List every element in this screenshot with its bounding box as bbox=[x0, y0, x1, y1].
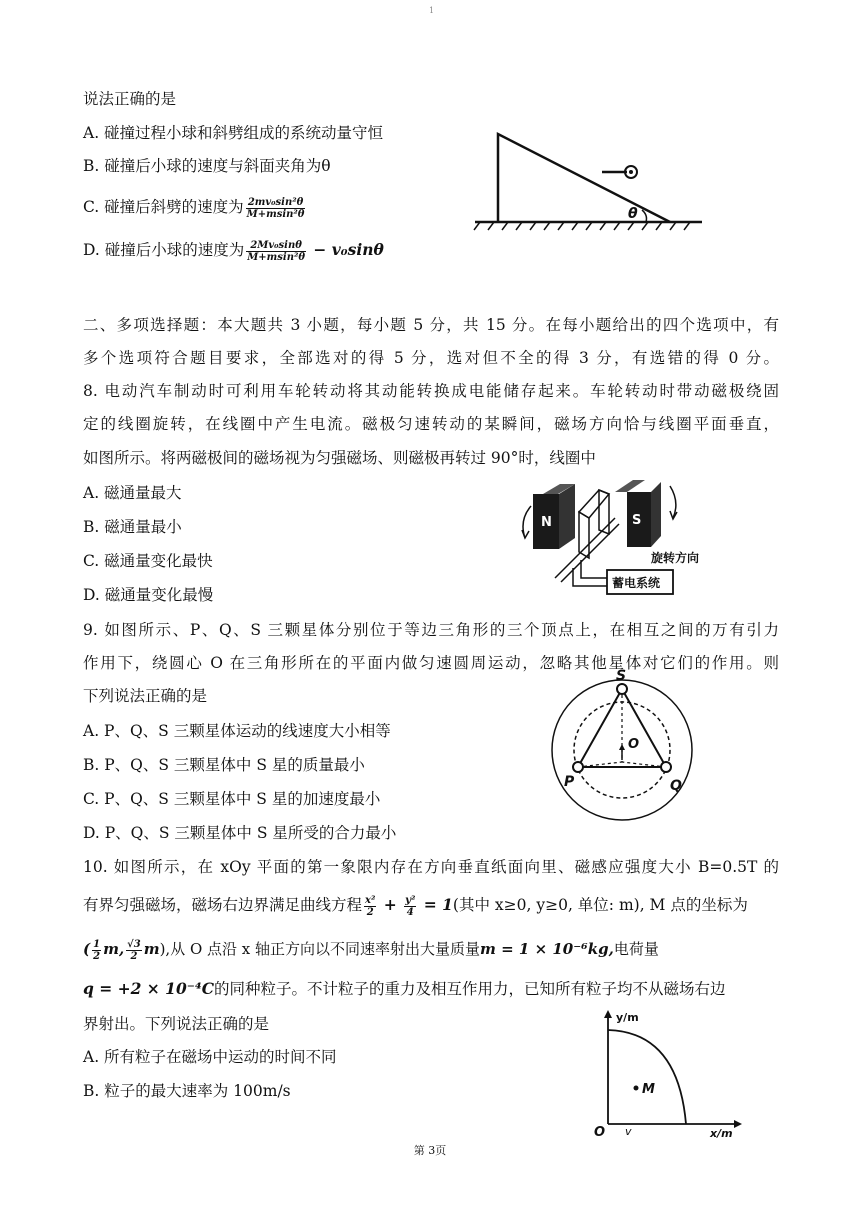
page-footer: 第 3页 bbox=[413, 1144, 447, 1157]
q7-option-b: B. 碰撞后小球的速度与斜面夹角为θ bbox=[83, 157, 331, 175]
q10-line5: 界射出。下列说法正确的是 bbox=[83, 1015, 270, 1033]
q10-line3-paren: ( bbox=[83, 940, 91, 958]
coord2-den: 2 bbox=[130, 950, 138, 962]
eq-rest: = 1 bbox=[418, 895, 453, 914]
star-s bbox=[617, 684, 627, 694]
q-label: Q bbox=[670, 778, 682, 794]
wire bbox=[573, 568, 607, 586]
q10-option-b: B. 粒子的最大速率为 100m/s bbox=[83, 1082, 291, 1100]
point-m bbox=[634, 1086, 639, 1091]
q8-option-b: B. 磁通量最小 bbox=[83, 518, 182, 536]
coord1-unit: m, bbox=[103, 940, 125, 958]
q10-line4 bbox=[83, 978, 726, 1000]
x-axis-label: x/m bbox=[710, 1127, 733, 1140]
wedge bbox=[498, 134, 670, 222]
eq-y-frac bbox=[404, 895, 416, 918]
n-label: N bbox=[541, 515, 552, 530]
p-label: P bbox=[564, 774, 575, 790]
section2-line2: 多个选项符合题目要求，全部选对的得 5 分，选对但不全的得 3 分，有选错的得 0 分。 bbox=[83, 349, 779, 367]
q8-generator-figure bbox=[515, 478, 740, 604]
coord1-den: 2 bbox=[93, 950, 101, 962]
q10-line4-rest: 的同种粒子。不计粒子的重力及相互作用力，已知所有粒子均不从磁场右边 bbox=[214, 980, 726, 998]
q10-field-figure bbox=[590, 1006, 750, 1140]
coord2-unit: m bbox=[143, 940, 160, 958]
q10-line3-c: 电荷量 bbox=[613, 940, 659, 958]
q7-option-c-fraction bbox=[246, 197, 306, 220]
rotation-label: 旋转方向 bbox=[651, 551, 700, 565]
q10-line2-b: (其中 x≥0, y≥0, 单位: m), M 点的坐标为 bbox=[452, 896, 748, 914]
star-q bbox=[661, 762, 671, 772]
y-axis-label: y/m bbox=[616, 1011, 639, 1024]
coord1-frac bbox=[92, 939, 101, 962]
q7-wedge-figure bbox=[470, 120, 710, 245]
s-label: S bbox=[616, 668, 627, 684]
q10-line3-b: ),从 O 点沿 x 轴正方向以不同速率射出大量质量 bbox=[159, 940, 481, 958]
q8-option-c: C. 磁通量变化最快 bbox=[83, 552, 213, 570]
q10-line1: 10. 如图所示，在 xOy 平面的第一象限内存在方向垂直纸面向里、磁感应强度大小 B=0.5T 的 bbox=[83, 858, 779, 876]
coil bbox=[579, 490, 609, 518]
q7-c-denominator: M+msin²θ bbox=[246, 208, 305, 220]
storage-label: 蓄电系统 bbox=[612, 576, 661, 590]
q8-option-d: D. 磁通量变化最慢 bbox=[83, 586, 214, 604]
s-label: S bbox=[632, 513, 642, 528]
eq-x-den: 2 bbox=[366, 906, 374, 918]
s-magnet-top bbox=[615, 480, 645, 492]
page-mark: 1 bbox=[429, 6, 435, 15]
q8-line3: 如图所示。将两磁极间的磁场视为匀强磁场、则磁极再转过 90°时，线圈中 bbox=[83, 449, 596, 467]
q7-stem-tail: 说法正确的是 bbox=[83, 90, 177, 108]
q10-line2-a: 有界匀强磁场，磁场右边界满足曲线方程 bbox=[83, 896, 363, 914]
eq-x-num: x² bbox=[365, 894, 376, 906]
eq-y-num: y² bbox=[405, 894, 416, 906]
theta-label: θ bbox=[628, 206, 638, 222]
q7-option-d-fraction bbox=[246, 240, 306, 263]
angle-arc bbox=[642, 210, 647, 222]
m-label: M bbox=[642, 1082, 655, 1097]
q7-option-d-prefix: D. 碰撞后小球的速度为 bbox=[83, 241, 245, 259]
section2-line1: 二、多项选择题：本大题共 3 小题，每小题 5 分，共 15 分。在每小题给出的四个选项中，有 bbox=[83, 316, 779, 334]
q7-d-numerator: 2Mv₀sinθ bbox=[246, 240, 306, 252]
coord2-num: √3 bbox=[127, 938, 141, 950]
velocity-label: v bbox=[625, 1125, 632, 1138]
q7-c-numerator: 2mv₀sin²θ bbox=[246, 197, 306, 209]
q10-line3 bbox=[83, 938, 659, 962]
q9-line3: 下列说法正确的是 bbox=[83, 687, 208, 705]
q9-option-a: A. P、Q、S 三颗星体运动的线速度大小相等 bbox=[83, 722, 391, 740]
q8-option-a: A. 磁通量最大 bbox=[83, 484, 182, 502]
q10-charge: q = +2 × 10⁻⁴C bbox=[83, 979, 215, 998]
q9-line2: 作用下，绕圆心 O 在三角形所在的平面内做匀速圆周运动，忽略其他星体对它们的作用。则 bbox=[83, 654, 779, 672]
q8-line1: 8. 电动汽车制动时可利用车轮转动将其动能转换成电能储存起来。车轮转动时带动磁极绕固 bbox=[83, 382, 779, 400]
q9-option-c: C. P、Q、S 三颗星体中 S 星的加速度最小 bbox=[83, 790, 381, 808]
origin-label: O bbox=[594, 1125, 606, 1140]
q7-option-a: A. 碰撞过程小球和斜劈组成的系统动量守恒 bbox=[83, 124, 384, 142]
eq-x-frac bbox=[364, 895, 376, 918]
q9-line1: 9. 如图所示、P、Q、S 三颗星体分别位于等边三角形的三个顶点上，在相互之间的万有引力 bbox=[83, 621, 779, 639]
q9-option-b: B. P、Q、S 三颗星体中 S 星的质量最小 bbox=[83, 756, 365, 774]
star-p bbox=[573, 762, 583, 772]
coord2-frac bbox=[126, 939, 142, 962]
q9-option-d: D. P、Q、S 三颗星体中 S 星所受的合力最小 bbox=[83, 824, 397, 842]
q10-option-a: A. 所有粒子在磁场中运动的时间不同 bbox=[83, 1048, 337, 1066]
q10-mass: m = 1 × 10⁻⁶kg, bbox=[480, 940, 614, 958]
q10-line2: 有界匀强磁场，磁场右边界满足曲线方程 $\frac{\text{x²}}{2}$ + $\frac{\text{y²}}{4}$ = 1(其中 x≥0, y≥0, 单位: m), M 点的坐标为 bbox=[83, 894, 748, 918]
field-boundary bbox=[608, 1030, 686, 1124]
coord1-num: 1 bbox=[93, 938, 101, 950]
o-label: O bbox=[628, 737, 640, 752]
q7-d-denominator: M+msin²θ bbox=[247, 251, 306, 263]
eq-y-den: 4 bbox=[406, 906, 414, 918]
q7-option-c bbox=[83, 196, 307, 220]
q7-option-d bbox=[83, 239, 384, 263]
q7-d-suffix: − v₀sinθ bbox=[308, 240, 384, 259]
q8-line2: 定的线圈旋转，在线圈中产生电流。磁极匀速转动的某瞬间，磁场方向恰与线圈平面垂直， bbox=[83, 415, 779, 433]
q9-three-star-figure bbox=[540, 664, 700, 822]
q7-option-c-prefix: C. 碰撞后斜劈的速度为 bbox=[83, 198, 244, 216]
